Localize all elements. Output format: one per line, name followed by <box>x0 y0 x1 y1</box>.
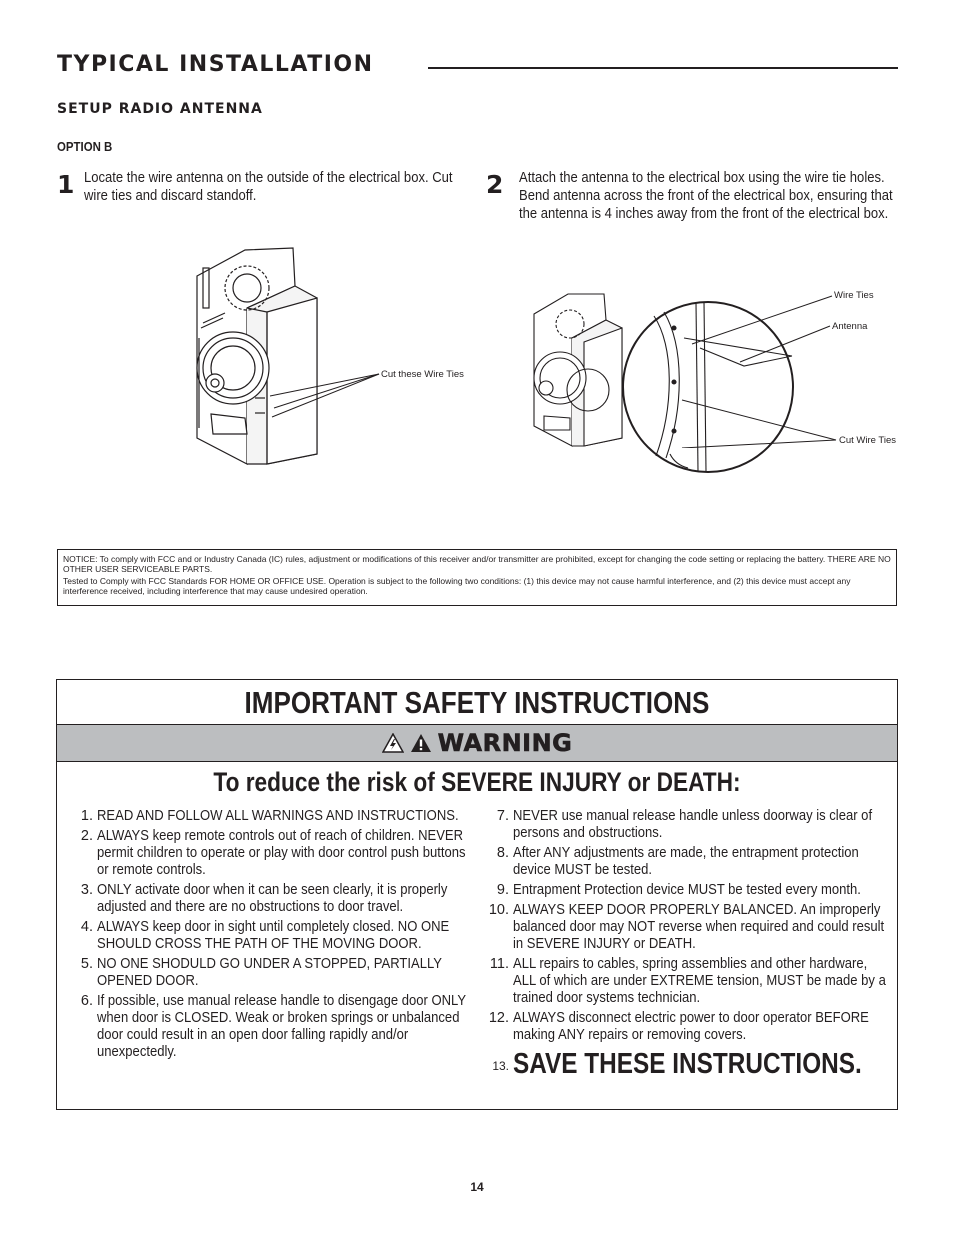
safety-item: 2. ALWAYS keep remote controls out of reach of children. NEVER permit children to operate or play with door control push buttons or remote controls. <box>80 828 466 878</box>
safety-instructions-box <box>56 679 898 1110</box>
step-2-number: 2 <box>486 170 504 199</box>
fcc-notice-line-2: Tested to Comply with FCC Standards FOR HOME OR OFFICE USE. Operation is subject to the following two conditions: (1) this device may not cause harmful interference, and (2) this device must accept any interference received, including interference that may cause undesired operation. <box>63 576 851 596</box>
warning-word: WARNING <box>437 729 573 757</box>
label-antenna: Antenna <box>832 321 868 332</box>
safety-item: 6. If possible, use manual release handle to disengage door ONLY when door is CLOSED. Weak or broken springs or unbalanced door could result in an open door falling rapidly and/or unexpectedly. <box>80 993 466 1060</box>
warning-bar <box>57 724 897 762</box>
figure-1-leader-lines <box>240 360 385 440</box>
safety-item: 11. ALL repairs to cables, spring assemblies and other hardware, ALL of which are under EXTREME tension, MUST be made by a trained door systems technician. <box>489 956 886 1006</box>
figure-2-leader-lines <box>660 288 840 448</box>
page-number: 14 <box>470 1180 484 1194</box>
fcc-notice-line-1: NOTICE: To comply with FCC and or Industry Canada (IC) rules, adjustment or modifications of this receiver and/or transmitter are prohibited, except for changing the code setting or replacing the battery. THERE ARE NO OTHER USER SERVICEABLE PARTS. <box>63 554 891 574</box>
fcc-notice-box <box>57 549 897 606</box>
step-1-number: 1 <box>57 170 75 199</box>
save-instructions: 13. SAVE THESE INSTRUCTIONS. <box>492 1048 862 1080</box>
safety-item: 10. ALWAYS KEEP DOOR PROPERLY BALANCED. An improperly balanced door may NOT reverse when required and could result in SEVERE INJURY or DEATH. <box>488 902 885 952</box>
safety-item: 9. Entrapment Protection device MUST be tested every month. <box>496 882 861 898</box>
safety-item: 12. ALWAYS disconnect electric power to door operator BEFORE making ANY repairs or removing covers. <box>488 1010 869 1043</box>
safety-item: 7. NEVER use manual release handle unless doorway is clear of persons and obstructions. <box>496 808 873 841</box>
electric-hazard-icon <box>382 733 404 753</box>
safety-item: 5. NO ONE SHODULD GO UNDER A STOPPED, PARTIALLY OPENED DOOR. <box>80 956 442 989</box>
safety-list-left <box>69 808 469 1064</box>
label-cut-these-wire-ties: Cut these Wire Ties <box>381 369 464 380</box>
warning-triangle-icon <box>410 733 432 753</box>
section-subtitle: SETUP RADIO ANTENNA <box>57 101 263 117</box>
option-label: OPTION B <box>57 139 113 154</box>
title-rule <box>428 67 898 69</box>
label-cut-wire-ties: Cut Wire Ties <box>839 435 897 446</box>
safety-item: 1. READ AND FOLLOW ALL WARNINGS AND INSTRUCTIONS. <box>80 808 459 824</box>
step-1-text: Locate the wire antenna on the outside of the electrical box. Cut wire ties and discard standoff. <box>84 170 453 204</box>
safety-title: IMPORTANT SAFETY INSTRUCTIONS <box>244 685 710 720</box>
step-2-text: Attach the antenna to the electrical box using the wire tie holes. Bend antenna across the front of the electrical box, ensuring that the antenna is 4 inches away from the front of the electrical box. <box>519 170 893 222</box>
page-title: TYPICAL INSTALLATION <box>57 52 374 77</box>
safety-list-right <box>485 808 887 1081</box>
safety-item: 8. After ANY adjustments are made, the entrapment protection device MUST be tested. <box>496 845 859 878</box>
safety-item: 4. ALWAYS keep door in sight until completely closed. NO ONE SHOULD CROSS THE PATH OF THE MOVING DOOR. <box>80 919 450 952</box>
save-instructions-text: SAVE THESE INSTRUCTIONS. <box>513 1048 862 1080</box>
safety-item: 3. ONLY activate door when it can be seen clearly, it is properly adjusted and there are no obstructions to door travel. <box>80 882 448 915</box>
risk-heading: To reduce the risk of SEVERE INJURY or DEATH: <box>213 767 741 797</box>
label-wire-ties: Wire Ties <box>834 290 874 301</box>
